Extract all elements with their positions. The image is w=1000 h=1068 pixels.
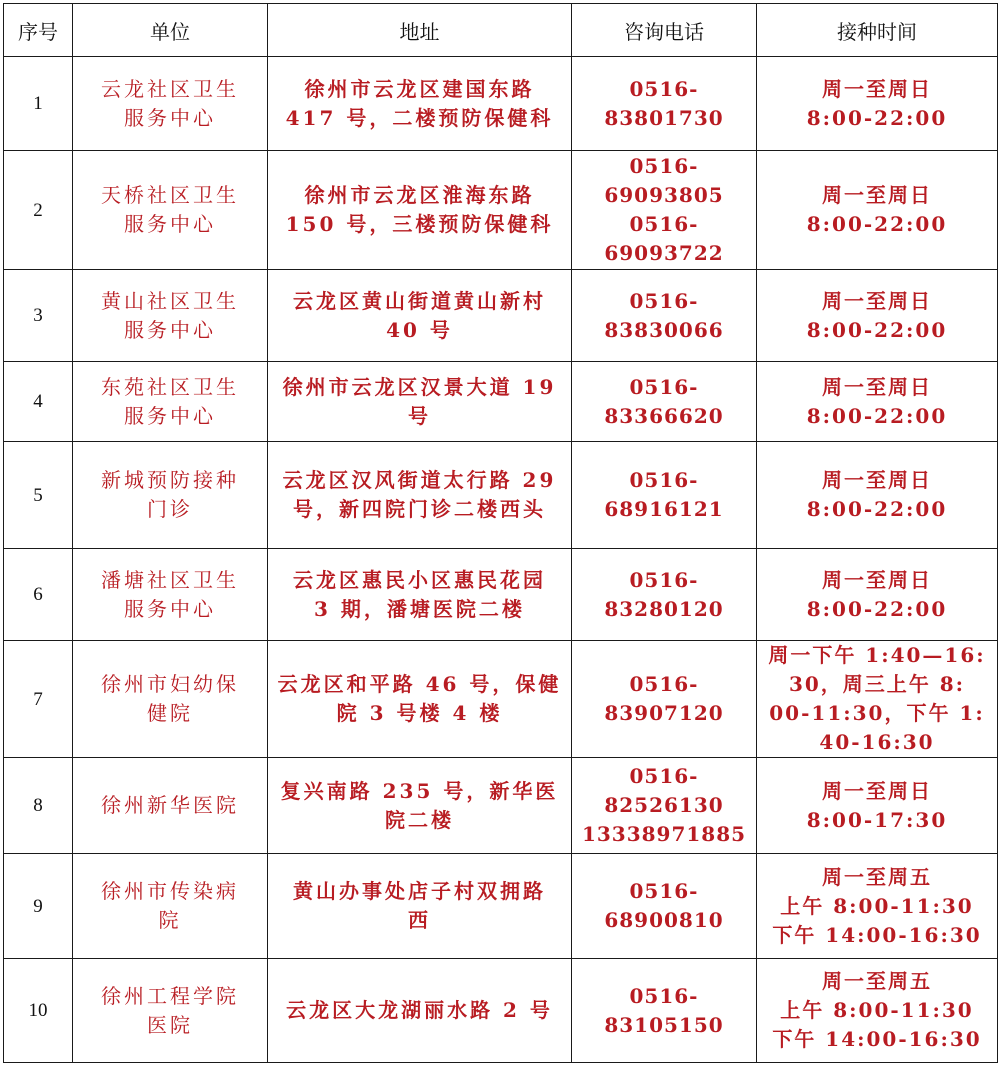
vaccination-time-line: 00-11:30，下午 1: [769, 701, 985, 725]
vaccination-time-line: 30，周三上午 8: [788, 672, 966, 696]
phone-number [572, 362, 757, 442]
phone-number [572, 549, 757, 641]
vaccination-time [757, 758, 998, 854]
vaccination-time-line: 周一至周日 [822, 567, 932, 592]
vaccination-time-line: 8:00-22:00 [806, 403, 948, 428]
row-index: 4 [4, 362, 73, 442]
header-phone: 咨询电话 [572, 4, 757, 57]
address [268, 549, 572, 641]
address [268, 151, 572, 270]
phone-number [572, 151, 757, 270]
phone-number-line: 0516-83907120 [604, 672, 724, 725]
table-row [4, 362, 998, 442]
unit-name-line: 服务中心 [124, 317, 216, 342]
table-row [4, 270, 998, 362]
vaccination-time [757, 362, 998, 442]
row-index: 10 [4, 959, 73, 1063]
address-line: 黄山办事处店子村双拥路 [293, 879, 546, 903]
vaccination-time [757, 959, 998, 1063]
vaccination-sites-table [3, 3, 998, 1063]
vaccination-time-line: 周一至周日 [822, 468, 932, 492]
address [268, 854, 572, 959]
table-row [4, 854, 998, 959]
vaccination-time-line: 8:00-22:00 [806, 105, 948, 130]
unit-name-line: 健院 [147, 701, 193, 725]
unit-name-line: 徐州工程学院 [101, 983, 239, 1008]
vaccination-time-line: 上午 8:00-11:30 [780, 893, 974, 918]
address-line: 云龙区汉风街道太行路 29 [282, 468, 557, 492]
vaccination-time-line: 40-16:30 [819, 730, 935, 754]
phone-number [572, 959, 757, 1063]
unit-name [73, 854, 268, 959]
address-line: 150 号，三楼预防保健科 [285, 212, 554, 236]
header-time: 接种时间 [757, 4, 998, 57]
unit-name-line: 东苑社区卫生 [101, 374, 239, 399]
unit-name-line: 徐州市妇幼保 [101, 672, 239, 696]
vaccination-time-line: 周一下午 1:40—16: [768, 643, 986, 667]
unit-name-line: 潘塘社区卫生 [101, 567, 239, 592]
table-row [4, 959, 998, 1063]
address-line: 号，新四院门诊二楼西头 [293, 497, 546, 521]
header-unit: 单位 [73, 4, 268, 57]
vaccination-time [757, 442, 998, 549]
address-line: 院二楼 [385, 807, 454, 832]
address-line: 417 号，二楼预防保健科 [285, 105, 554, 130]
address [268, 442, 572, 549]
unit-name [73, 57, 268, 151]
phone-number [572, 641, 757, 758]
vaccination-time-line: 周一至周日 [822, 76, 932, 101]
phone-number [572, 758, 757, 854]
vaccination-time-line: 周一至周日 [822, 374, 932, 399]
unit-name-line: 天桥社区卫生 [101, 183, 239, 207]
phone-number-line: 0516-69093722 [604, 212, 724, 265]
row-index: 3 [4, 270, 73, 362]
vaccination-time-line: 下午 14:00-16:30 [772, 1027, 982, 1051]
address-line: 云龙区和平路 46 号，保健 [277, 672, 562, 696]
unit-name-line: 新城预防接种 [101, 468, 239, 492]
row-index: 8 [4, 758, 73, 854]
table-row [4, 57, 998, 151]
vaccination-time [757, 270, 998, 362]
phone-number [572, 442, 757, 549]
address [268, 362, 572, 442]
vaccination-time-line: 周一至周日 [822, 183, 932, 207]
unit-name-line: 徐州市传染病 [101, 879, 239, 903]
phone-number-line: 0516-68900810 [604, 879, 724, 932]
unit-name-line: 服务中心 [124, 105, 216, 130]
address-line: 云龙区黄山街道黄山新村 [293, 288, 546, 313]
unit-name [73, 362, 268, 442]
header-index: 序号 [4, 4, 73, 57]
address-line: 徐州市云龙区汉景大道 19 [282, 374, 557, 399]
unit-name-line: 服务中心 [124, 596, 216, 621]
vaccination-time-line: 8:00-22:00 [806, 317, 948, 342]
vaccination-time [757, 151, 998, 270]
phone-number-line: 0516-82526130 [604, 764, 724, 817]
phone-number-line: 0516-68916121 [604, 468, 724, 521]
table-row [4, 549, 998, 641]
vaccination-time-line: 8:00-22:00 [806, 212, 948, 236]
address-line: 40 号 [386, 317, 453, 342]
unit-name-line: 徐州新华医院 [101, 793, 239, 817]
unit-name [73, 641, 268, 758]
row-index: 5 [4, 442, 73, 549]
row-index: 2 [4, 151, 73, 270]
vaccination-time [757, 854, 998, 959]
phone-number-line: 13338971885 [581, 822, 747, 846]
vaccination-time-line: 周一至周日 [822, 288, 932, 313]
unit-name [73, 549, 268, 641]
unit-name-line: 服务中心 [124, 403, 216, 428]
phone-number-line: 0516-83280120 [604, 567, 724, 621]
table-row [4, 641, 998, 758]
unit-name-line: 黄山社区卫生 [101, 288, 239, 313]
address-line: 院 3 号楼 4 楼 [336, 701, 503, 725]
phone-number-line: 0516-83105150 [604, 983, 724, 1037]
row-index: 7 [4, 641, 73, 758]
phone-number [572, 57, 757, 151]
table-row [4, 442, 998, 549]
row-index: 6 [4, 549, 73, 641]
unit-name-line: 医院 [147, 1012, 193, 1037]
unit-name-line: 服务中心 [124, 212, 216, 236]
address-line: 徐州市云龙区建国东路 [304, 76, 535, 101]
address [268, 270, 572, 362]
unit-name [73, 442, 268, 549]
address-line: 云龙区大龙湖丽水路 2 号 [286, 998, 553, 1022]
unit-name-line: 门诊 [147, 497, 193, 521]
unit-name [73, 959, 268, 1063]
phone-number [572, 854, 757, 959]
vaccination-time-line: 下午 14:00-16:30 [772, 922, 982, 947]
address-line: 云龙区惠民小区惠民花园 [293, 567, 546, 592]
header-row [4, 4, 998, 57]
phone-number-line: 0516-83801730 [604, 76, 724, 130]
phone-number [572, 270, 757, 362]
header-address: 地址 [268, 4, 572, 57]
unit-name [73, 270, 268, 362]
row-index: 9 [4, 854, 73, 959]
unit-name [73, 758, 268, 854]
table-row [4, 151, 998, 270]
table-row [4, 758, 998, 854]
phone-number-line: 0516-83366620 [604, 374, 724, 428]
unit-name-line: 云龙社区卫生 [101, 76, 239, 101]
vaccination-time-line: 8:00-17:30 [806, 807, 948, 832]
unit-name-line: 院 [158, 908, 182, 932]
address-line: 西 [408, 908, 431, 932]
address-line: 徐州市云龙区淮海东路 [304, 183, 535, 207]
address [268, 959, 572, 1063]
address-line: 复兴南路 235 号，新华医 [280, 778, 559, 803]
vaccination-time [757, 57, 998, 151]
address [268, 57, 572, 151]
phone-number-line: 0516-83830066 [604, 288, 724, 342]
address-line: 3 期，潘塘医院二楼 [314, 596, 525, 621]
vaccination-time-line: 周一至周五 [822, 969, 932, 993]
phone-number-line: 0516-69093805 [604, 154, 724, 207]
address-line: 号 [408, 403, 431, 428]
address [268, 641, 572, 758]
vaccination-time-line: 8:00-22:00 [806, 497, 948, 521]
vaccination-time-line: 8:00-22:00 [806, 596, 948, 621]
vaccination-time-line: 周一至周日 [822, 778, 932, 803]
vaccination-time [757, 549, 998, 641]
vaccination-time-line: 周一至周五 [822, 864, 932, 889]
vaccination-time [757, 641, 998, 758]
unit-name [73, 151, 268, 270]
vaccination-time-line: 上午 8:00-11:30 [780, 998, 974, 1022]
address [268, 758, 572, 854]
row-index: 1 [4, 57, 73, 151]
